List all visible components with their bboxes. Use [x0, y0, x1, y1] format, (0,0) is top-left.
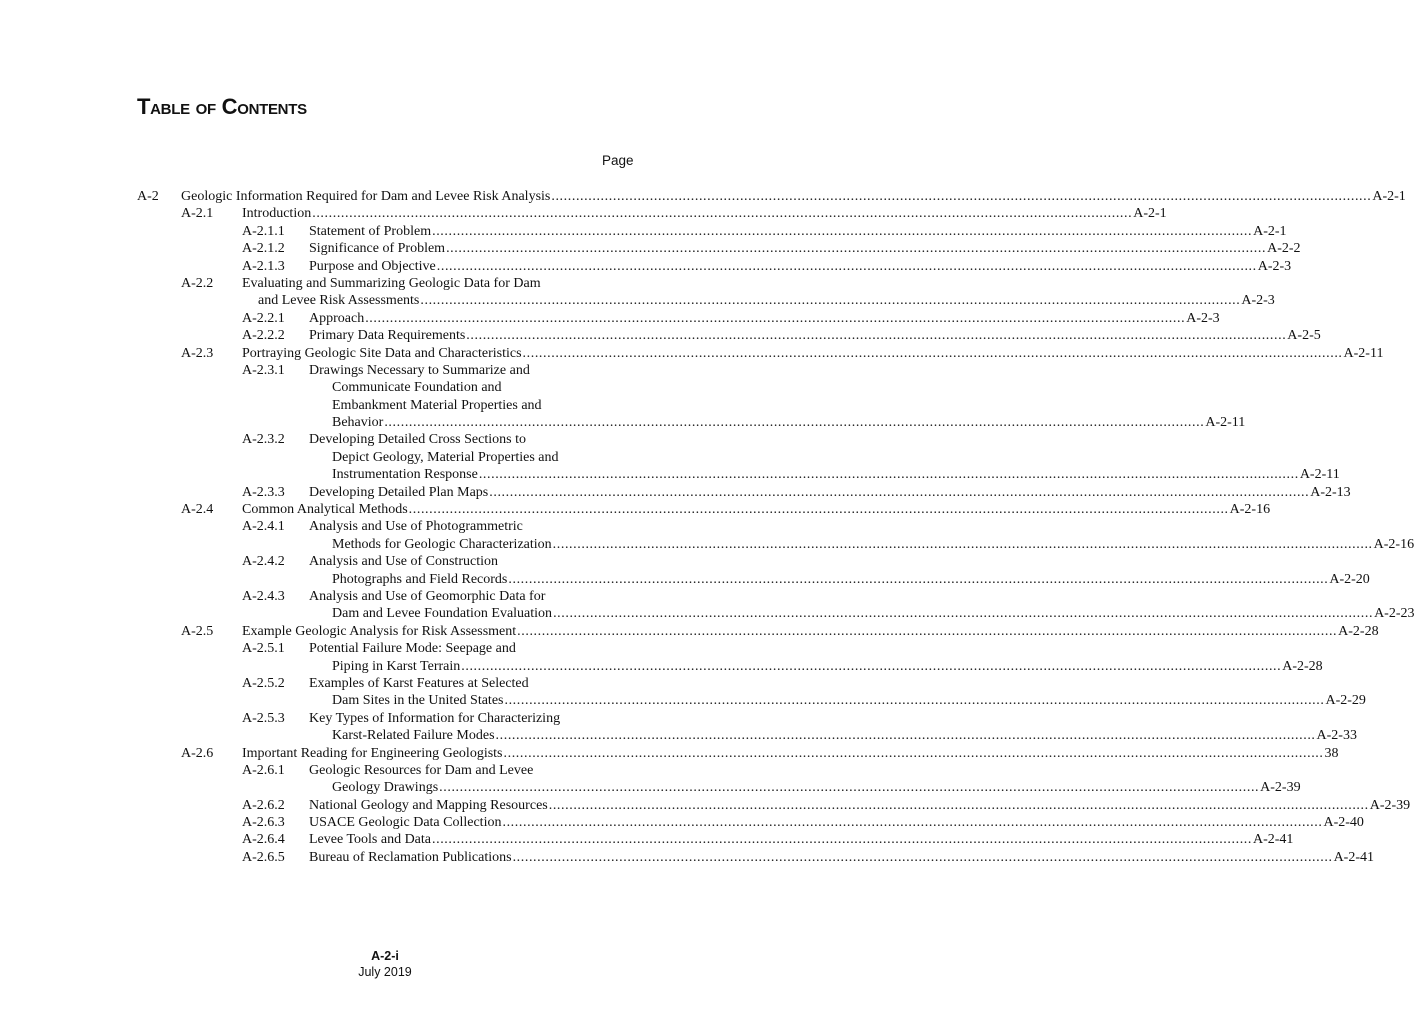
toc-section-number: A-2.4.2	[242, 554, 285, 570]
toc-section-number: A-2.5.1	[242, 641, 285, 657]
toc-row	[0, 310, 1220, 327]
toc-entry[interactable]	[332, 779, 1301, 796]
toc-entry[interactable]	[309, 849, 1374, 866]
toc-entry[interactable]	[332, 605, 1415, 622]
toc-entry[interactable]	[332, 658, 1323, 675]
toc-entry[interactable]	[181, 188, 1406, 205]
toc-entry-title: Statement of Problem	[309, 223, 432, 239]
toc-row	[0, 501, 1271, 518]
toc-section-number: A-2.4.1	[242, 519, 285, 535]
toc-entry-title: Primary Data Requirements	[309, 328, 466, 344]
toc-entry-title[interactable]: Depict Geology, Material Properties and	[332, 449, 559, 465]
dot-leader: ........................................................................................................................................................................................................	[551, 189, 1372, 204]
toc-entry[interactable]	[332, 727, 1357, 744]
toc-entry-title: Dam Sites in the United States	[332, 693, 504, 709]
dot-leader: ........................................................................................................................................................................................................	[489, 484, 1310, 500]
toc-section-number: A-2.6.4	[242, 832, 285, 848]
toc-page-number: A-2-28	[1338, 623, 1379, 639]
toc-row	[0, 623, 1379, 640]
toc-row	[0, 814, 1364, 831]
toc-entry[interactable]	[309, 814, 1364, 831]
toc-page-number: A-2-1	[1133, 206, 1167, 222]
toc-entry-title[interactable]: Evaluating and Summarizing Geologic Data for Dam	[242, 275, 541, 291]
toc-entry-title: National Geology and Mapping Resources	[309, 797, 548, 813]
toc-row	[0, 588, 770, 605]
dot-leader: ........................................................................................................................................................................................................	[502, 815, 1323, 831]
toc-page-number: A-2-39	[1260, 780, 1301, 796]
toc-row	[0, 658, 1323, 675]
toc-entry[interactable]	[242, 745, 1339, 762]
dot-leader: ........................................................................................................................................................................................................	[436, 258, 1257, 274]
toc-page-number: A-2-33	[1316, 728, 1357, 744]
dot-leader: ........................................................................................................................................................................................................	[495, 728, 1316, 744]
dot-leader: ........................................................................................................................................................................................................	[466, 328, 1287, 344]
toc-row	[0, 605, 1415, 622]
toc-entry[interactable]	[309, 797, 1411, 814]
table-of-contents	[0, 188, 1415, 866]
toc-row	[0, 362, 770, 379]
toc-section-number: A-2.4.3	[242, 588, 285, 604]
toc-row	[0, 223, 1287, 240]
toc-entry-title: Important Reading for Engineering Geologists	[242, 745, 503, 761]
toc-entry-title: Portraying Geologic Site Data and Characteristics	[242, 345, 522, 361]
toc-entry[interactable]	[242, 205, 1167, 222]
toc-row	[0, 484, 1351, 501]
dot-leader: ........................................................................................................................................................................................................	[512, 849, 1333, 865]
toc-entry[interactable]	[332, 536, 1415, 553]
toc-row	[0, 449, 770, 466]
toc-entry-title: Piping in Karst Terrain	[332, 658, 461, 674]
toc-row	[0, 188, 1406, 205]
toc-section-number: A-2.6.2	[242, 797, 285, 813]
toc-entry-title[interactable]: Drawings Necessary to Summarize and	[309, 362, 530, 378]
toc-entry-title: USACE Geologic Data Collection	[309, 815, 502, 831]
toc-section-number: A-2.3	[181, 345, 214, 361]
toc-page-number: A-2-3	[1186, 310, 1220, 326]
toc-section-number: A-2.1.3	[242, 258, 285, 274]
toc-page-number: A-2-29	[1325, 693, 1366, 709]
toc-entry-title[interactable]: Key Types of Information for Characterizing	[309, 710, 561, 726]
toc-page-number: A-2-16	[1229, 502, 1271, 518]
toc-row	[0, 727, 1357, 744]
toc-page-number: A-2-3	[1241, 293, 1275, 309]
toc-entry-title: Methods for Geologic Characterization	[332, 536, 552, 552]
dot-leader: ........................................................................................................................................................................................................	[552, 536, 1373, 552]
dot-leader: ........................................................................................................................................................................................................	[503, 745, 1324, 761]
dot-leader: ........................................................................................................................................................................................................	[312, 206, 1133, 222]
toc-row	[0, 397, 770, 414]
dot-leader: ........................................................................................................................................................................................................	[461, 658, 1282, 674]
dot-leader: ........................................................................................................................................................................................................	[384, 415, 1205, 431]
toc-row	[0, 745, 1339, 762]
toc-section-number: A-2.6.5	[242, 849, 285, 865]
dot-leader: ........................................................................................................................................................................................................	[432, 223, 1253, 239]
toc-entry-title: Bureau of Reclamation Publications	[309, 849, 512, 865]
toc-page-number: A-2-16	[1373, 536, 1415, 552]
toc-entry[interactable]	[332, 571, 1370, 588]
toc-section-number: A-2.6	[181, 745, 214, 761]
toc-entry-title: Developing Detailed Plan Maps	[309, 484, 489, 500]
toc-entry[interactable]	[242, 345, 1384, 362]
toc-entry-title: Behavior	[332, 415, 384, 431]
toc-page-number: A-2-41	[1333, 849, 1374, 865]
dot-leader: ........................................................................................................................................................................................................	[548, 797, 1369, 813]
toc-page-number: A-2-2	[1267, 241, 1301, 257]
toc-page-number: A-2-23	[1374, 606, 1415, 622]
toc-entry-title: Dam and Levee Foundation Evaluation	[332, 606, 553, 622]
dot-leader: ........................................................................................................................................................................................................	[408, 502, 1229, 518]
toc-entry-title: Photographs and Field Records	[332, 571, 508, 587]
toc-section-number: A-2.2	[181, 275, 214, 291]
toc-row	[0, 431, 770, 448]
toc-row	[0, 675, 770, 692]
toc-section-number: A-2.5.3	[242, 710, 285, 726]
toc-entry-title: Example Geologic Analysis for Risk Assessment	[242, 623, 517, 639]
toc-entry-title[interactable]: Embankment Material Properties and	[332, 397, 542, 413]
toc-page-number: A-2-11	[1299, 467, 1340, 483]
toc-section-number: A-2.1.1	[242, 223, 285, 239]
toc-row	[0, 414, 1246, 431]
toc-entry-title: Karst-Related Failure Modes	[332, 728, 495, 744]
toc-entry[interactable]	[309, 310, 1220, 327]
toc-entry-title[interactable]: Geologic Resources for Dam and Levee	[309, 762, 534, 778]
toc-section-number: A-2.2.1	[242, 310, 285, 326]
toc-entry[interactable]	[309, 484, 1351, 501]
dot-leader: ........................................................................................................................................................................................................	[446, 241, 1267, 257]
toc-entry[interactable]	[332, 466, 1340, 483]
dot-leader: ........................................................................................................................................................................................................	[553, 606, 1374, 622]
toc-entry-title[interactable]: Analysis and Use of Geomorphic Data for	[309, 588, 546, 604]
dot-leader: ........................................................................................................................................................................................................	[522, 345, 1343, 361]
toc-row	[0, 831, 1294, 848]
toc-row	[0, 275, 770, 292]
dot-leader: ........................................................................................................................................................................................................	[504, 693, 1325, 709]
toc-section-number: A-2.6.3	[242, 815, 285, 831]
toc-page-number: A-2-28	[1282, 658, 1323, 674]
toc-entry-title: Instrumentation Response	[332, 467, 478, 483]
dot-leader: ........................................................................................................................................................................................................	[365, 310, 1186, 326]
toc-row	[0, 240, 1301, 257]
toc-section-number: A-2.3.1	[242, 362, 285, 378]
toc-row	[0, 692, 1366, 709]
toc-row	[0, 518, 770, 535]
toc-entry-title[interactable]: Analysis and Use of Construction	[309, 554, 498, 570]
toc-row	[0, 292, 1275, 309]
toc-page-number: A-2-5	[1287, 328, 1321, 344]
toc-row	[0, 327, 1321, 344]
toc-entry-title: Introduction	[242, 206, 312, 222]
toc-row	[0, 379, 770, 396]
footer-page-number: A-2-i	[371, 949, 399, 963]
toc-row	[0, 849, 1374, 866]
toc-section-number: A-2.5.2	[242, 675, 285, 691]
toc-page-number: A-2-11	[1343, 345, 1384, 361]
footer-date: July 2019	[358, 965, 412, 979]
toc-entry-title: Purpose and Objective	[309, 258, 436, 274]
toc-entry[interactable]	[242, 623, 1379, 640]
toc-entry[interactable]	[309, 327, 1321, 344]
toc-row	[0, 779, 1301, 796]
toc-section-number: A-2.1	[181, 206, 214, 222]
toc-page-number: A-2-20	[1329, 571, 1370, 587]
toc-page-number: A-2-41	[1253, 832, 1294, 848]
toc-row	[0, 797, 1411, 814]
toc-section-number: A-2.5	[181, 623, 214, 639]
toc-entry-title: Approach	[309, 310, 365, 326]
toc-entry[interactable]	[309, 240, 1301, 257]
toc-entry-title: Significance of Problem	[309, 241, 446, 257]
toc-page-number: A-2-1	[1372, 189, 1406, 204]
dot-leader: ........................................................................................................................................................................................................	[432, 832, 1252, 848]
toc-entry-title: Levee Tools and Data	[309, 832, 431, 848]
toc-section-number: A-2	[137, 189, 159, 204]
toc-entry[interactable]	[332, 414, 1246, 431]
toc-entry[interactable]	[258, 292, 1275, 309]
toc-section-number: A-2.1.2	[242, 241, 285, 257]
toc-entry-title: and Levee Risk Assessments	[258, 293, 420, 309]
toc-page-number: A-2-3	[1257, 258, 1292, 274]
toc-row	[0, 205, 1167, 222]
toc-row	[0, 345, 1384, 362]
toc-entry-title[interactable]: Analysis and Use of Photogrammetric	[309, 519, 523, 535]
toc-row	[0, 710, 770, 727]
toc-page-number: A-2-13	[1310, 484, 1351, 500]
toc-entry[interactable]	[309, 831, 1294, 848]
page-column-label: Page	[602, 153, 634, 168]
toc-section-number: A-2.3.3	[242, 484, 285, 500]
toc-entry[interactable]	[309, 223, 1287, 240]
toc-entry-title[interactable]: Potential Failure Mode: Seepage and	[309, 641, 516, 657]
dot-leader: ........................................................................................................................................................................................................	[478, 467, 1299, 483]
toc-page-number: A-2-1	[1253, 223, 1287, 239]
toc-page-number: A-2-11	[1205, 415, 1246, 431]
toc-row	[0, 571, 1370, 588]
toc-entry-title[interactable]: Developing Detailed Cross Sections to	[309, 432, 526, 448]
dot-leader: ........................................................................................................................................................................................................	[508, 571, 1329, 587]
toc-section-number: A-2.6.1	[242, 762, 285, 778]
dot-leader: ........................................................................................................................................................................................................	[439, 780, 1260, 796]
toc-page-number: 38	[1324, 745, 1339, 761]
toc-section-number: A-2.2.2	[242, 328, 285, 344]
toc-page-number: A-2-39	[1369, 797, 1411, 813]
toc-entry[interactable]	[332, 692, 1366, 709]
toc-section-number: A-2.3.2	[242, 432, 285, 448]
toc-entry-title[interactable]: Communicate Foundation and	[332, 380, 502, 396]
toc-row	[0, 640, 770, 657]
toc-row	[0, 258, 1292, 275]
toc-entry-title: Geologic Information Required for Dam and Levee Risk Analysis	[181, 189, 551, 204]
toc-entry[interactable]	[242, 501, 1271, 518]
toc-page-number: A-2-40	[1323, 815, 1364, 831]
toc-section-number: A-2.4	[181, 502, 214, 518]
toc-entry-title[interactable]: Examples of Karst Features at Selected	[309, 675, 529, 691]
dot-leader: ........................................................................................................................................................................................................	[517, 623, 1338, 639]
dot-leader: ........................................................................................................................................................................................................	[420, 293, 1241, 309]
toc-row	[0, 466, 1340, 483]
toc-row	[0, 762, 770, 779]
page-title: Table of Contents	[137, 94, 307, 119]
toc-entry-title: Geology Drawings	[332, 780, 439, 796]
toc-row	[0, 536, 1415, 553]
toc-entry[interactable]	[309, 258, 1292, 275]
toc-row	[0, 553, 770, 570]
toc-entry-title: Common Analytical Methods	[242, 502, 408, 518]
